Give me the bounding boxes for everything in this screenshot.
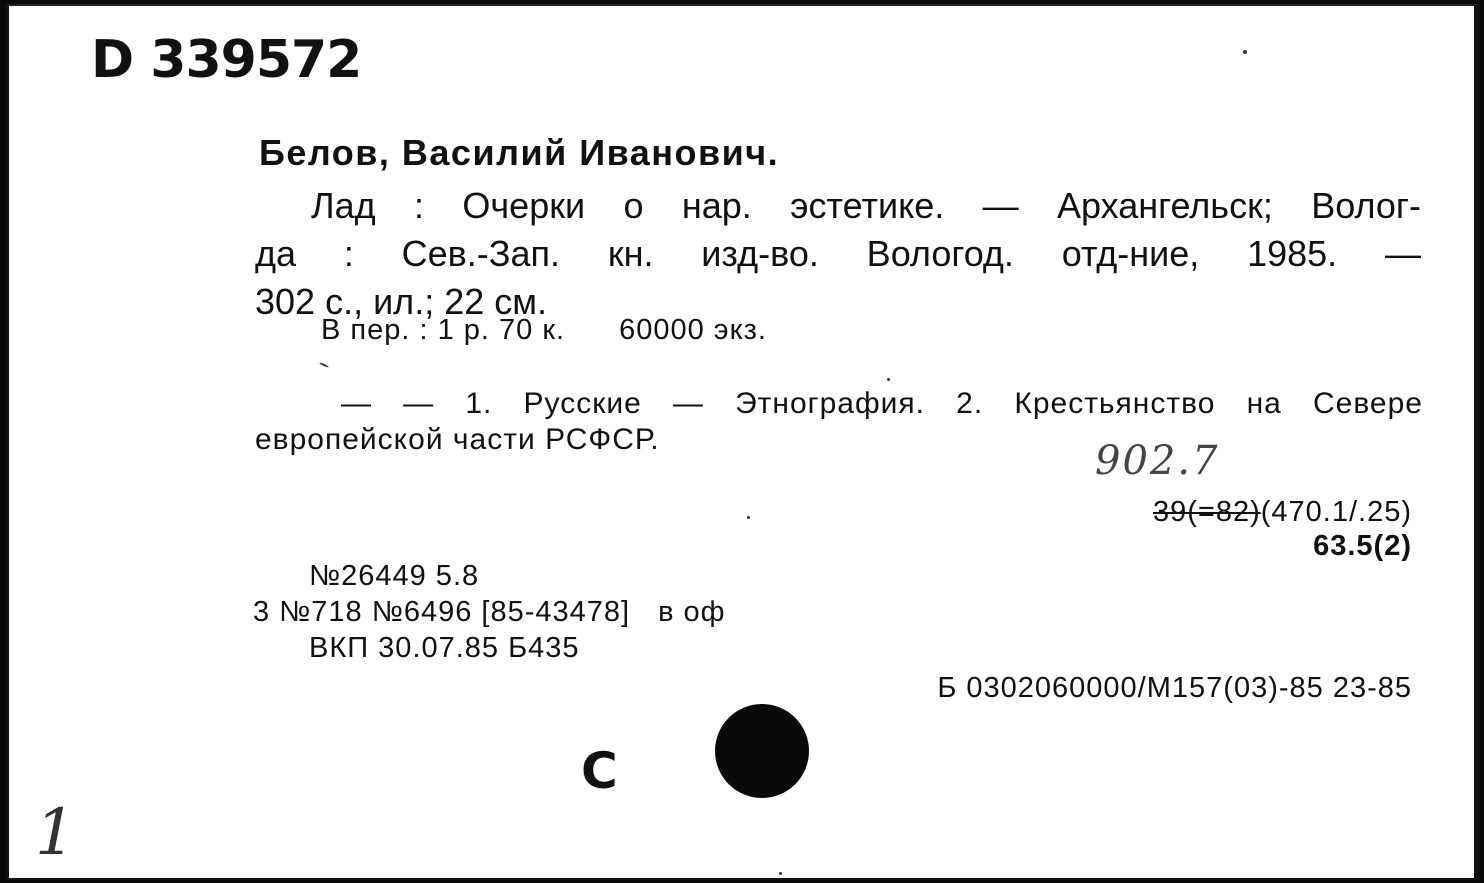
handwritten-corner-number: 1: [35, 796, 76, 870]
publisher-code: Б 0302060000/М157(03)-85 23-85: [937, 672, 1412, 704]
handwritten-class-number: 902.7: [1095, 438, 1220, 484]
title-description: [255, 182, 1421, 326]
price: В пер. : 1 р. 70 к.: [321, 314, 566, 346]
card-id: D 339572: [91, 30, 362, 90]
title-line: 302 с., ил.; 22 см.: [255, 281, 547, 322]
service-line-3: ВКП 30.07.85 Б435: [309, 632, 580, 664]
service-numbers: 3 №718 №6496 [85-43478]: [253, 596, 631, 628]
catalog-card: [6, 4, 1480, 880]
subject-headings: [255, 386, 1423, 458]
classification-index: [1153, 496, 1412, 529]
dust-speck: [887, 378, 890, 381]
dust-speck: [779, 872, 782, 875]
class-rest: (470.1/.25): [1260, 496, 1412, 528]
punch-hole: [715, 704, 809, 798]
subject-line: — — 1. Русские — Этнография. 2. Крестьянство на Севере: [341, 387, 1423, 420]
classification-index-2: 63.5(2): [1313, 530, 1412, 562]
service-line-1: №26449 5.8: [309, 560, 480, 592]
dust-speck: [319, 362, 329, 368]
service-line-2: [253, 596, 726, 629]
print-run: 60000 экз.: [619, 314, 767, 346]
author-name: Белов, Василий Иванович.: [259, 132, 780, 173]
service-tail: в оф: [658, 596, 726, 628]
section-letter: С: [581, 742, 618, 800]
subject-line: европейской части РСФСР.: [255, 423, 660, 456]
dust-speck: [747, 516, 750, 519]
title-line: Лад : Очерки о нар. эстетике. — Архангельск; Волог-: [311, 185, 1421, 226]
dust-speck: [1243, 50, 1247, 54]
struck-class: 39(=82): [1152, 496, 1261, 528]
price-line: [321, 314, 767, 347]
title-line: да : Сев.-Зап. кн. изд-во. Вологод. отд-ние, 1985. —: [255, 233, 1421, 274]
